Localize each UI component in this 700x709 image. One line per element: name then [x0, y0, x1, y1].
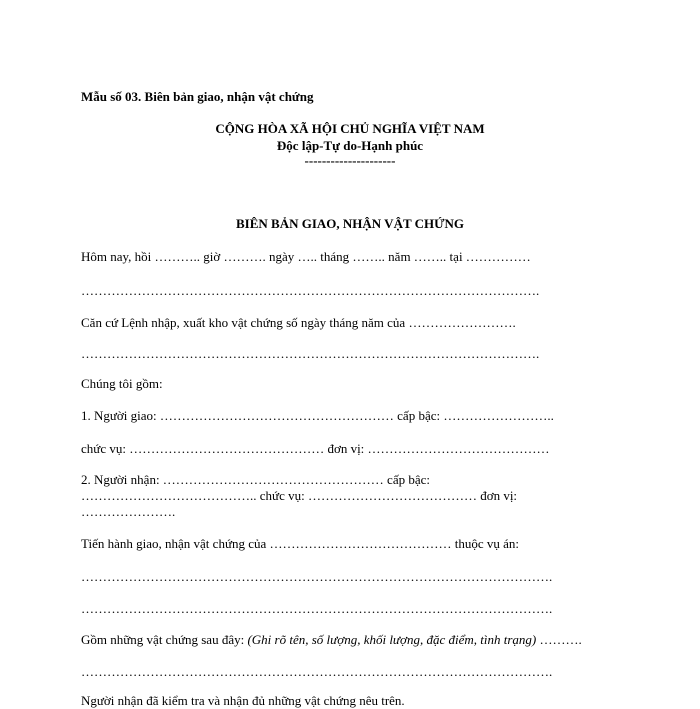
form-number-label: Mẫu số 03. Biên bản giao, nhận vật chứng	[81, 89, 314, 104]
items-continuation: ……………………………………………………………………………………………….	[81, 664, 553, 679]
motto: Độc lập-Tự do-Hạnh phúc	[276, 138, 424, 153]
intro-continuation: …………………………………………………………………………………………….	[81, 283, 540, 298]
receiver-unit-line: ………………….	[81, 504, 176, 519]
receiver-role-line: ………………………………….. chức vụ: ………………………………… đơn vị:	[81, 488, 518, 503]
receiver-line: 2. Người nhận: …………………………………………… cấp bậc:	[81, 472, 430, 487]
receipt-confirmation-line: Người nhận đã kiểm tra và nhận đủ những vật chứng nêu trên.	[81, 693, 405, 708]
items-instruction-note: (Ghi rõ tên, số lượng, khối lượng, đặc điểm, tình trạng)	[247, 632, 537, 647]
basis-line: Căn cứ Lệnh nhập, xuất kho vật chứng số ngày tháng năm của …………………….	[81, 315, 516, 330]
basis-continuation: …………………………………………………………………………………………….	[81, 346, 540, 361]
document-title: BIÊN BẢN GIAO, NHẬN VẬT CHỨNG	[235, 216, 464, 231]
handover-continuation-2: ……………………………………………………………………………………………….	[81, 601, 553, 616]
country-name-header: CỘNG HÒA XÃ HỘI CHỦ NGHĨA VIỆT NAM	[215, 121, 485, 136]
items-prefix: Gồm những vật chứng sau đây:	[81, 632, 248, 647]
participants-heading: Chúng tôi gồm:	[81, 376, 163, 391]
items-suffix: ……….	[536, 632, 582, 647]
handover-continuation-1: ……………………………………………………………………………………………….	[81, 569, 553, 584]
intro-line: Hôm nay, hồi ……….. giờ ………. ngày ….. tháng …….. năm …….. tại ……………	[81, 249, 531, 264]
items-line	[81, 632, 582, 648]
giver-line: 1. Người giao: ……………………………………………… cấp bậc: ……………………..	[81, 408, 554, 423]
giver-role-line: chức vụ: ……………………………………… đơn vị: ……………………………………	[81, 441, 550, 456]
header-separator: ---------------------	[304, 153, 396, 168]
handover-line: Tiến hành giao, nhận vật chứng của …………………………………… thuộc vụ án:	[81, 536, 520, 551]
